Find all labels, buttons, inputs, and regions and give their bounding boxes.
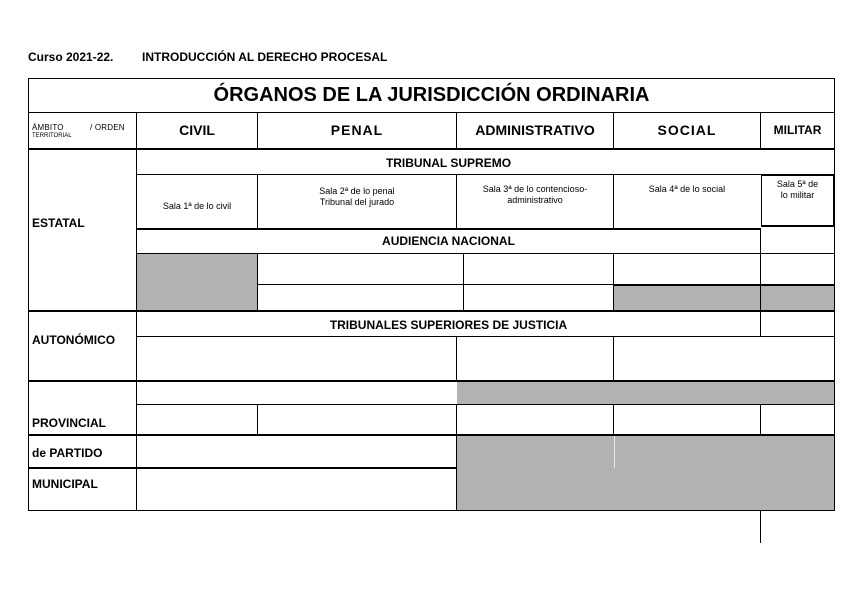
grid-line (28, 380, 835, 382)
shaded-cell (137, 254, 257, 311)
border (28, 78, 29, 511)
corner-territorial: TERRITORIAL (32, 133, 72, 139)
grid-line (613, 253, 614, 311)
grid-line (760, 228, 761, 311)
column-header-penal: PENAL (330, 122, 384, 139)
grid-line (137, 253, 835, 254)
row-label-municipal: MUNICIPAL (32, 477, 98, 492)
sala-administrativo (457, 184, 613, 206)
sala-admin-line1: Sala 3ª de lo contencioso- (482, 184, 588, 194)
column-header-administrativo: ADMINISTRATIVO (475, 122, 595, 139)
sala-social: Sala 4ª de lo social (648, 184, 726, 194)
table-title: ÓRGANOS DE LA JURISDICCIÓN ORDINARIA (213, 84, 650, 106)
grid-line (137, 228, 760, 230)
sala-militar-line2: lo militar (780, 190, 815, 200)
grid-line (137, 404, 835, 405)
sala-penal-line1: Sala 2ª de lo penal (319, 186, 395, 196)
grid-line (613, 336, 614, 381)
sala-penal (258, 186, 456, 208)
grid-line (613, 174, 614, 229)
row-label-provincial: PROVINCIAL (32, 416, 107, 431)
grid-line (760, 311, 761, 337)
column-header-militar: MILITAR (773, 123, 822, 138)
shaded-cell (457, 382, 834, 404)
gray-divider (614, 436, 615, 468)
grid-line (28, 434, 835, 436)
grid-line (614, 284, 835, 286)
grid-line (456, 336, 457, 381)
shaded-cell (614, 285, 834, 311)
grid-line (28, 148, 835, 150)
sala-penal-line2: Tribunal del jurado (319, 197, 395, 207)
grid-line (257, 253, 258, 311)
grid-line (28, 310, 835, 312)
grid-line (257, 284, 614, 285)
grid-line (28, 467, 457, 469)
corner-orden: / ORDEN (90, 123, 125, 132)
grid-line (760, 404, 761, 435)
border (834, 78, 835, 511)
grid-line (760, 511, 761, 543)
audiencia-nacional-label: AUDIENCIA NACIONAL (382, 234, 515, 249)
border (28, 510, 835, 511)
row-label-partido: de PARTIDO (32, 446, 103, 461)
sala-civil: Sala 1ª de lo civil (162, 200, 232, 211)
column-header-civil: CIVIL (179, 122, 215, 139)
row-label-estatal: ESTATAL (32, 216, 85, 231)
column-header-social: SOCIAL (657, 122, 717, 139)
shaded-cell (457, 436, 834, 511)
grid-line (456, 404, 457, 510)
tsj-label: TRIBUNALES SUPERIORES DE JUSTICIA (329, 318, 568, 333)
subject-title: INTRODUCCIÓN AL DERECHO PROCESAL (142, 50, 388, 64)
sala-militar (761, 179, 834, 201)
grid-line (137, 174, 835, 175)
grid-line (463, 253, 464, 311)
tribunal-supremo-label: TRIBUNAL SUPREMO (385, 156, 512, 171)
grid-line (613, 404, 614, 435)
grid-line (257, 404, 258, 435)
course-label: Curso 2021-22. (28, 50, 114, 64)
corner-ambito: ÁMBITO (32, 123, 64, 132)
grid-line (137, 336, 835, 337)
sala-militar-line1: Sala 5ª de (776, 179, 819, 189)
sala-admin-line2: administrativo (507, 195, 563, 205)
row-label-autonomico: AUTONÓMICO (32, 333, 116, 348)
